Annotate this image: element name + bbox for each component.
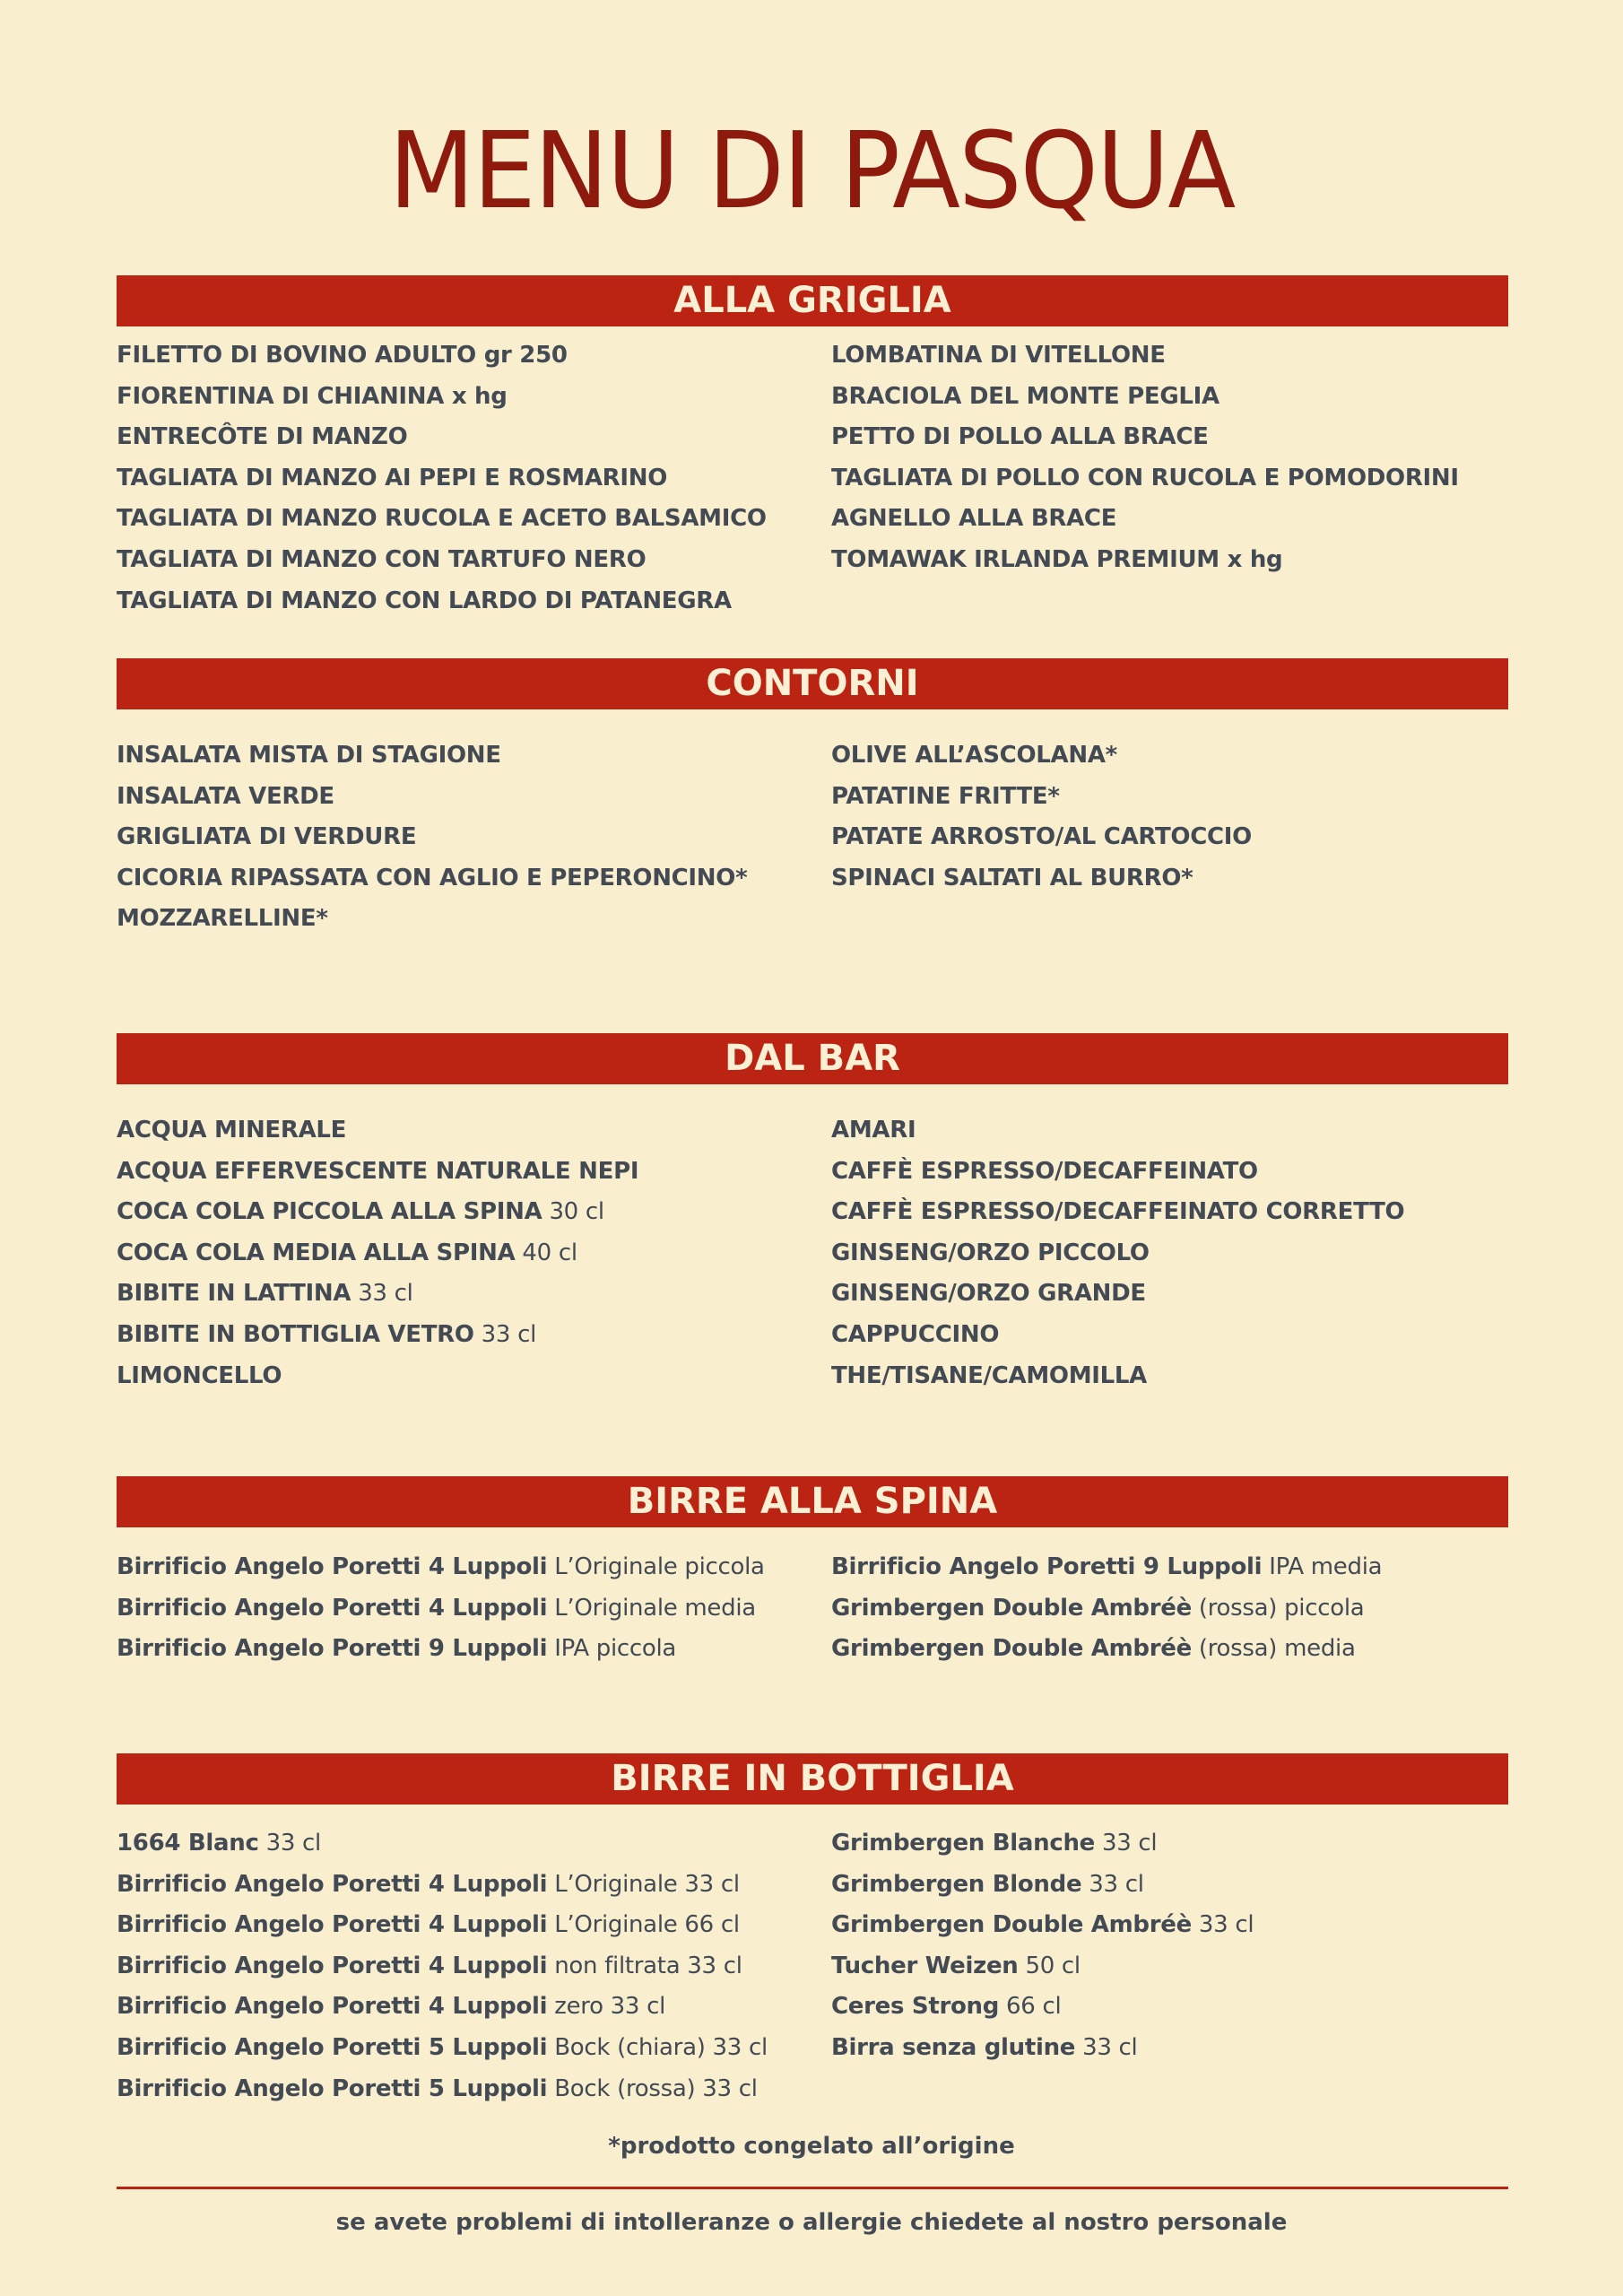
- menu-item: [831, 1987, 1531, 2028]
- menu-item: [117, 458, 816, 500]
- menu-item: [831, 1315, 1531, 1356]
- menu-item-name: BRACIOLA DEL MONTE PEGLIA: [831, 382, 1219, 410]
- menu-item: [831, 1233, 1531, 1274]
- menu-item-name: Grimbergen Double Ambréè: [831, 1594, 1192, 1622]
- menu-item-name: ACQUA EFFERVESCENTE NATURALE NEPI: [117, 1157, 639, 1185]
- menu-item: [117, 858, 816, 900]
- menu-item-name: TOMAWAK IRLANDA PREMIUM x hg: [831, 545, 1283, 573]
- section-header-dal-bar: DAL BAR: [117, 1033, 1508, 1084]
- menu-item-name: GRIGLIATA DI VERDURE: [117, 823, 417, 851]
- bar-left-column: [117, 1110, 816, 1396]
- menu-item-name: PETTO DI POLLO ALLA BRACE: [831, 423, 1209, 451]
- menu-item-name: Birrificio Angelo Poretti 4 Luppoli: [117, 1911, 548, 1939]
- menu-item: [831, 858, 1531, 900]
- bar-right-column: [831, 1110, 1531, 1396]
- section-header-birre-alla-spina: BIRRE ALLA SPINA: [117, 1476, 1508, 1527]
- menu-item: [831, 1629, 1531, 1670]
- menu-item-detail: 30 cl: [549, 1198, 604, 1226]
- menu-item: [831, 1192, 1531, 1233]
- menu-item: [831, 1152, 1531, 1193]
- menu-item: [831, 335, 1531, 377]
- menu-item: [117, 1905, 816, 1946]
- menu-item-detail: 33 cl: [1101, 1830, 1158, 1857]
- page-title: MENU DI PASQUA: [388, 109, 1235, 232]
- menu-item-name: THE/TISANE/CAMOMILLA: [831, 1361, 1148, 1389]
- section-header-alla-griglia: ALLA GRIGLIA: [117, 275, 1508, 326]
- menu-item-detail: 33 cl: [1198, 1911, 1254, 1939]
- menu-item: [831, 1547, 1531, 1588]
- menu-item-detail: L’Originale 66 cl: [554, 1911, 740, 1939]
- menu-item-name: BIBITE IN LATTINA: [117, 1280, 352, 1308]
- menu-item: [831, 817, 1531, 858]
- menu-item-name: GINSENG/ORZO GRANDE: [831, 1280, 1146, 1308]
- menu-item-name: Birra senza glutine: [831, 2033, 1076, 2061]
- section-header-contorni: CONTORNI: [117, 658, 1508, 709]
- section-header-birre-in-bottiglia: BIRRE IN BOTTIGLIA: [117, 1753, 1508, 1805]
- menu-item: [831, 1946, 1531, 1987]
- menu-item: [117, 540, 816, 581]
- menu-item-detail: 66 cl: [1006, 1993, 1062, 2021]
- menu-item-name: CAFFÈ ESPRESSO/DECAFFEINATO CORRETTO: [831, 1198, 1405, 1226]
- menu-item: [117, 2028, 816, 2069]
- menu-item-name: PATATE ARROSTO/AL CARTOCCIO: [831, 823, 1252, 851]
- menu-item-name: FIORENTINA DI CHIANINA x hg: [117, 382, 508, 410]
- menu-item-name: Birrificio Angelo Poretti 9 Luppoli: [117, 1635, 548, 1663]
- menu-item-name: Birrificio Angelo Poretti 4 Luppoli: [117, 1993, 548, 2021]
- menu-item-name: TAGLIATA DI MANZO AI PEPI E ROSMARINO: [117, 464, 668, 491]
- menu-item: [831, 1274, 1531, 1315]
- contorni-right-column: [831, 735, 1531, 899]
- menu-item-name: COCA COLA PICCOLA ALLA SPINA: [117, 1198, 542, 1226]
- menu-item: [117, 335, 816, 377]
- menu-item-name: Grimbergen Double Ambréè: [831, 1911, 1192, 1939]
- menu-item: [831, 1588, 1531, 1630]
- menu-item-detail: (rossa) piccola: [1198, 1594, 1365, 1622]
- menu-item-detail: 33 cl: [358, 1280, 413, 1308]
- menu-item-name: AMARI: [831, 1117, 916, 1144]
- menu-item: [117, 817, 816, 858]
- menu-item-name: CAFFÈ ESPRESSO/DECAFFEINATO: [831, 1157, 1258, 1185]
- menu-item: [117, 1865, 816, 1906]
- bottiglia-left-column: [117, 1823, 816, 2109]
- menu-item-name: GINSENG/ORZO PICCOLO: [831, 1239, 1150, 1266]
- menu-item-detail: 33 cl: [481, 1320, 537, 1348]
- menu-item-detail: zero 33 cl: [554, 1993, 666, 2021]
- menu-item-detail: L’Originale piccola: [554, 1553, 765, 1580]
- menu-item: [117, 1588, 816, 1630]
- menu-item-name: TAGLIATA DI MANZO CON LARDO DI PATANEGRA: [117, 587, 732, 614]
- menu-item-name: Grimbergen Blanche: [831, 1830, 1095, 1857]
- menu-item: [117, 1356, 816, 1397]
- spina-right-column: [831, 1547, 1531, 1670]
- menu-item: [117, 1192, 816, 1233]
- menu-item-detail: non filtrata 33 cl: [554, 1952, 742, 1979]
- menu-item-detail: (rossa) media: [1198, 1635, 1356, 1663]
- menu-item: [117, 417, 816, 458]
- menu-item-name: ENTRECÔTE DI MANZO: [117, 423, 408, 451]
- menu-item-detail: Bock (chiara) 33 cl: [554, 2033, 768, 2061]
- menu-item: [117, 1152, 816, 1193]
- menu-item: [117, 1315, 816, 1356]
- menu-item: [831, 499, 1531, 540]
- menu-item-detail: Bock (rossa) 33 cl: [554, 2074, 758, 2102]
- spina-left-column: [117, 1547, 816, 1670]
- menu-item-name: MOZZARELLINE*: [117, 905, 328, 933]
- menu-item-name: Birrificio Angelo Poretti 4 Luppoli: [117, 1870, 548, 1898]
- menu-item-name: Birrificio Angelo Poretti 4 Luppoli: [117, 1952, 548, 1979]
- griglia-left-column: [117, 335, 816, 622]
- menu-item: [117, 1233, 816, 1274]
- menu-item-name: AGNELLO ALLA BRACE: [831, 505, 1117, 533]
- menu-item: [117, 499, 816, 540]
- menu-item: [831, 1110, 1531, 1152]
- menu-item-detail: IPA piccola: [554, 1635, 677, 1663]
- menu-item: [117, 1629, 816, 1670]
- menu-item: [117, 1110, 816, 1152]
- menu-item-name: Birrificio Angelo Poretti 4 Luppoli: [117, 1553, 548, 1580]
- menu-item: [831, 2028, 1531, 2069]
- contorni-left-column: [117, 735, 816, 940]
- menu-item-name: Grimbergen Blonde: [831, 1870, 1082, 1898]
- menu-item: [831, 1356, 1531, 1397]
- menu-item: [117, 1547, 816, 1588]
- menu-item-name: LOMBATINA DI VITELLONE: [831, 342, 1166, 369]
- menu-item-name: BIBITE IN BOTTIGLIA VETRO: [117, 1320, 474, 1348]
- menu-item: [831, 735, 1531, 777]
- menu-item: [831, 1905, 1531, 1946]
- menu-item-name: CAPPUCCINO: [831, 1320, 1000, 1348]
- menu-item-name: OLIVE ALL’ASCOLANA*: [831, 742, 1117, 769]
- menu-item-detail: 40 cl: [522, 1239, 577, 1266]
- menu-item-name: Birrificio Angelo Poretti 5 Luppoli: [117, 2074, 548, 2102]
- menu-item: [831, 777, 1531, 818]
- menu-item-name: Tucher Weizen: [831, 1952, 1019, 1979]
- menu-item-name: COCA COLA MEDIA ALLA SPINA: [117, 1239, 516, 1266]
- menu-item-detail: IPA media: [1269, 1553, 1383, 1580]
- menu-item-name: 1664 Blanc: [117, 1830, 259, 1857]
- menu-item: [831, 417, 1531, 458]
- menu-item-name: SPINACI SALTATI AL BURRO*: [831, 864, 1193, 891]
- menu-item-name: Grimbergen Double Ambréè: [831, 1635, 1192, 1663]
- menu-item-detail: L’Originale 33 cl: [554, 1870, 740, 1898]
- menu-item-name: LIMONCELLO: [117, 1361, 282, 1389]
- menu-item: [831, 377, 1531, 418]
- menu-item-name: TAGLIATA DI MANZO RUCOLA E ACETO BALSAMICO: [117, 505, 767, 533]
- menu-item-name: Ceres Strong: [831, 1993, 1000, 2021]
- griglia-right-column: [831, 335, 1531, 581]
- menu-item: [117, 899, 816, 940]
- menu-item: [117, 377, 816, 418]
- menu-item-name: Birrificio Angelo Poretti 9 Luppoli: [831, 1553, 1263, 1580]
- menu-item: [117, 1946, 816, 1987]
- menu-item-name: Birrificio Angelo Poretti 4 Luppoli: [117, 1594, 548, 1622]
- menu-item-name: CICORIA RIPASSATA CON AGLIO E PEPERONCINO*: [117, 864, 748, 891]
- menu-item-name: Birrificio Angelo Poretti 5 Luppoli: [117, 2033, 548, 2061]
- menu-item: [117, 1823, 816, 1865]
- menu-item: [831, 458, 1531, 500]
- menu-item: [117, 1987, 816, 2028]
- menu-item-detail: 33 cl: [1089, 1870, 1144, 1898]
- menu-item-name: INSALATA MISTA DI STAGIONE: [117, 742, 501, 769]
- menu-item-name: ACQUA MINERALE: [117, 1117, 347, 1144]
- footer-divider: [117, 2187, 1508, 2189]
- menu-item-name: TAGLIATA DI POLLO CON RUCOLA E POMODORINI: [831, 464, 1459, 491]
- menu-item-name: TAGLIATA DI MANZO CON TARTUFO NERO: [117, 545, 647, 573]
- menu-item: [831, 540, 1531, 581]
- menu-item: [117, 2069, 816, 2110]
- menu-item: [831, 1865, 1531, 1906]
- menu-item-detail: 33 cl: [265, 1830, 321, 1857]
- menu-item-name: PATATINE FRITTE*: [831, 782, 1060, 810]
- menu-item-name: INSALATA VERDE: [117, 782, 334, 810]
- menu-item: [117, 1274, 816, 1315]
- menu-item-detail: 50 cl: [1025, 1952, 1081, 1979]
- bottiglia-right-column: [831, 1823, 1531, 2069]
- menu-item-name: FILETTO DI BOVINO ADULTO gr 250: [117, 342, 568, 369]
- menu-item-detail: 33 cl: [1082, 2033, 1138, 2061]
- menu-item: [117, 777, 816, 818]
- allergy-footer-note: se avete problemi di intolleranze o allergie chiedete al nostro personale: [335, 2209, 1288, 2236]
- frozen-product-note: *prodotto congelato all’origine: [608, 2133, 1015, 2160]
- menu-item: [831, 1823, 1531, 1865]
- menu-item-detail: L’Originale media: [554, 1594, 756, 1622]
- menu-item: [117, 581, 816, 622]
- menu-item: [117, 735, 816, 777]
